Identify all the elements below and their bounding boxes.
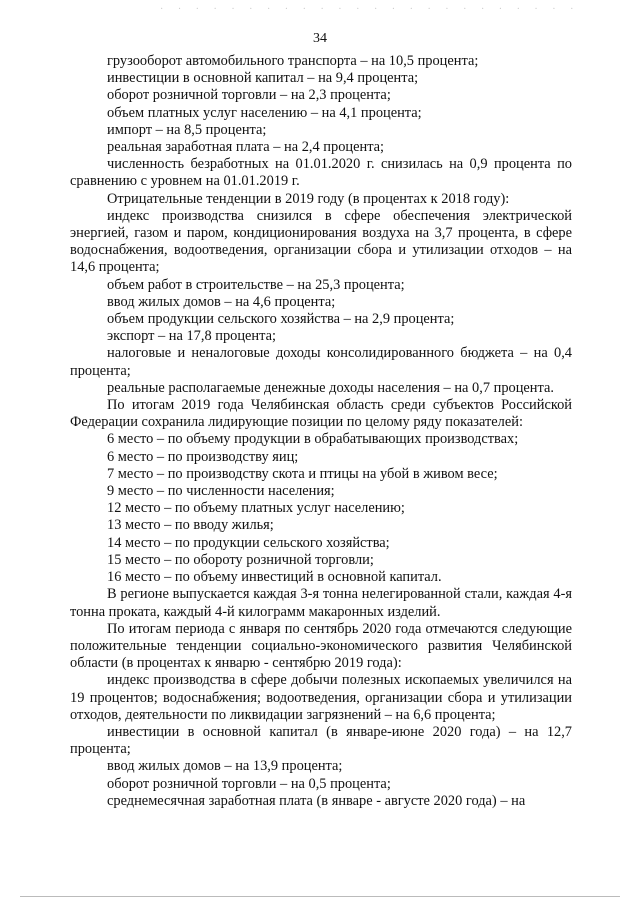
line-group bbox=[70, 277, 572, 346]
line-group bbox=[70, 431, 572, 586]
paragraph: реальные располагаемые денежные доходы населения – на 0,7 процента. bbox=[107, 379, 554, 396]
paragraph: инвестиции в основной капитал (в январе-июне 2020 года) – на 12,7 процента; bbox=[70, 723, 572, 758]
text-line: оборот розничной торговли – на 2,3 процента; bbox=[107, 87, 391, 104]
text-line: 15 место – по обороту розничной торговли; bbox=[107, 551, 374, 568]
text-line: 7 место – по производству скота и птицы на убой в живом весе; bbox=[107, 465, 498, 482]
line-group bbox=[70, 53, 572, 156]
paragraph: индекс производства снизился в сфере обеспечения электрической энергией, газом и паром, кондиционирования воздуха на 3,7 процента, в сфере водоснабжения, водоотведения, организации сбора и утилизации отходов – на 14,6 процента; bbox=[70, 207, 572, 276]
text-line: объем продукции сельского хозяйства – на 2,9 процента; bbox=[107, 311, 455, 328]
line-group bbox=[70, 758, 572, 792]
page-number: 34 bbox=[313, 31, 327, 46]
text-line: 6 место – по производству яиц; bbox=[107, 448, 299, 465]
text-line: ввод жилых домов – на 13,9 процента; bbox=[107, 758, 343, 775]
paragraph: индекс производства в сфере добычи полезных ископаемых увеличился на 19 процентов; водоснабжения; водоотведения, организации сбора и утилизации отходов, деятельности по ликвидации загрязнений – на 6,6 процента; bbox=[70, 672, 572, 723]
paragraph: По итогам 2019 года Челябинская область среди субъектов Российской Федерации сохранила лидирующие позиции по целому ряду показателей: bbox=[70, 397, 572, 431]
text-line: 9 место – по численности населения; bbox=[107, 483, 335, 500]
text-line: 14 место – по продукции сельского хозяйства; bbox=[107, 534, 390, 551]
text-line: реальная заработная плата – на 2,4 процента; bbox=[107, 139, 385, 156]
paragraph: По итогам периода с января по сентябрь 2020 года отмечаются следующие положительные тенденции социально-экономического развития Челябинской области (в процентах к январю - сентябрю 2019 года): bbox=[70, 620, 572, 672]
text-line: 12 место – по объему платных услуг населению; bbox=[107, 500, 405, 517]
text-line: объем платных услуг населению – на 4,1 процента; bbox=[107, 104, 422, 121]
text-line: 16 место – по объему инвестиций в основной капитал. bbox=[107, 569, 442, 586]
text-line: 13 место – по вводу жилья; bbox=[107, 517, 274, 534]
bottom-rule bbox=[20, 896, 620, 897]
text-line: объем работ в строительстве – на 25,3 процента; bbox=[107, 276, 405, 293]
scan-artifact: · · · · · · · · · · · · · · · · · · · · · · · · bbox=[160, 4, 580, 15]
paragraph: налоговые и неналоговые доходы консолидированного бюджета – на 0,4 процента; bbox=[70, 345, 572, 379]
text-line: импорт – на 8,5 процента; bbox=[107, 121, 267, 138]
paragraph: Отрицательные тенденции в 2019 году (в процентах к 2018 году): bbox=[107, 190, 510, 207]
text-line: инвестиции в основной капитал – на 9,4 процента; bbox=[107, 70, 419, 87]
text-line: оборот розничной торговли – на 0,5 процента; bbox=[107, 775, 391, 792]
text-line: 6 место – по объему продукции в обрабатывающих производствах; bbox=[107, 431, 519, 448]
text-line: экспорт – на 17,8 процента; bbox=[107, 328, 276, 345]
paragraph: численность безработных на 01.01.2020 г. снизилась на 0,9 процента по сравнению с уровнем на 01.01.2019 г. bbox=[70, 156, 572, 190]
paragraph: среднемесячная заработная плата (в январе - августе 2020 года) – на bbox=[107, 792, 526, 809]
paragraph: В регионе выпускается каждая 3-я тонна нелегированной стали, каждая 4-я тонна проката, каждый 4-й килограмм макаронных изделий. bbox=[70, 586, 572, 620]
text-line: ввод жилых домов – на 4,6 процента; bbox=[107, 293, 336, 310]
document-body bbox=[70, 53, 572, 810]
text-line: грузооборот автомобильного транспорта – на 10,5 процента; bbox=[107, 53, 479, 69]
